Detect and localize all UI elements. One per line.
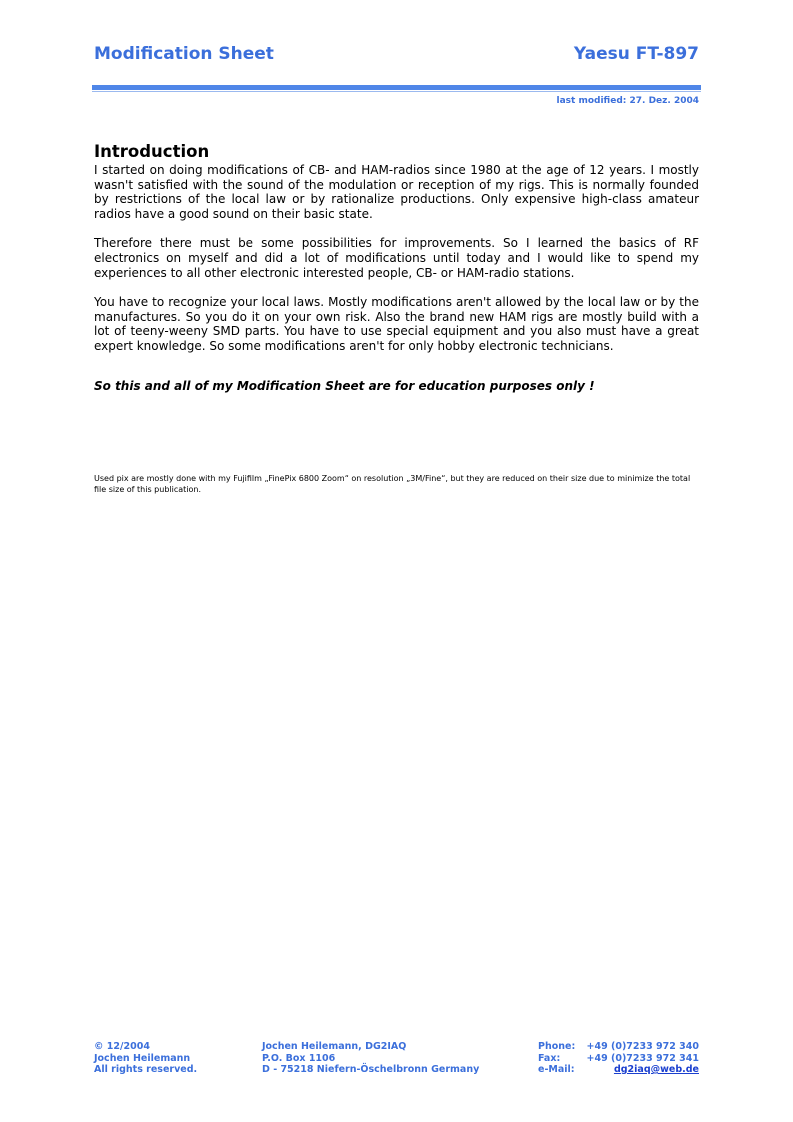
copyright-rights: All rights reserved.: [94, 1064, 198, 1075]
address-name: Jochen Heilemann, DG2IAQ: [262, 1041, 407, 1052]
intro-paragraph-1: I started on doing modifications of CB- and HAM-radios since 1980 at the age of 12 years. I mostly wasn't satisfied with the sound of the modulation or reception of my rigs. This is normally founded by restrictions of the local law or by rationalize productions. Only expensive high-class amateur radios have a good sound on their basic state.: [94, 163, 699, 221]
address-city: D - 75218 Niefern-Öschelbronn Germany: [262, 1064, 480, 1075]
page-footer: [94, 1041, 699, 1077]
copyright-owner: Jochen Heilemann: [94, 1052, 191, 1064]
last-modified-date: last modified: 27. Dez. 2004: [556, 96, 699, 106]
education-notice: So this and all of my Modification Sheet are for education purposes only !: [94, 378, 595, 393]
phone-label: Phone:: [538, 1041, 576, 1052]
fax-number: +49 (0)7233 972 341: [586, 1052, 699, 1064]
footer-address: [262, 1041, 479, 1076]
address-pobox: P.O. Box 1106: [262, 1052, 336, 1064]
page-header: [94, 44, 699, 68]
header-divider: [92, 85, 701, 90]
section-heading: Introduction: [94, 142, 210, 161]
email-label: e-Mail:: [538, 1064, 575, 1075]
photo-footnote: Used pix are mostly done with my Fujifilm „FinePix 6800 Zoom“ on resolution „3M/Fine“, but they are reduced on their size due to minimize the total file size of this publication.: [94, 474, 691, 494]
phone-number: +49 (0)7233 972 340: [586, 1041, 699, 1052]
header-divider-thin: [92, 91, 701, 92]
fax-label: Fax:: [538, 1052, 561, 1064]
footer-copyright: [94, 1041, 197, 1076]
footer-contact-values: [587, 1041, 700, 1076]
intro-paragraph-3: You have to recognize your local laws. Mostly modifications aren't allowed by the local law or by the manufactures. So you do it on your own risk. Also the brand new HAM rigs are mostly build with a lot of teeny-weeny SMD parts. You have to use special equipment and you also must have a great expert knowledge. So some modifications aren't for only hobby electronic technicians.: [94, 295, 699, 353]
intro-paragraph-2: Therefore there must be some possibilities for improvements. So I learned the basics of RF electronics on myself and did a lot of modifications until today and I would like to spend my experiences to all other electronic interested people, CB- or HAM-radio stations.: [94, 236, 699, 280]
sheet-title: Modification Sheet: [94, 44, 274, 64]
email-link[interactable]: dg2iaq@web.de: [613, 1064, 699, 1075]
footer-contact-labels: [538, 1041, 575, 1076]
main-content: [94, 142, 699, 393]
device-title: Yaesu FT-897: [573, 44, 699, 64]
copyright-date: © 12/2004: [94, 1041, 150, 1052]
